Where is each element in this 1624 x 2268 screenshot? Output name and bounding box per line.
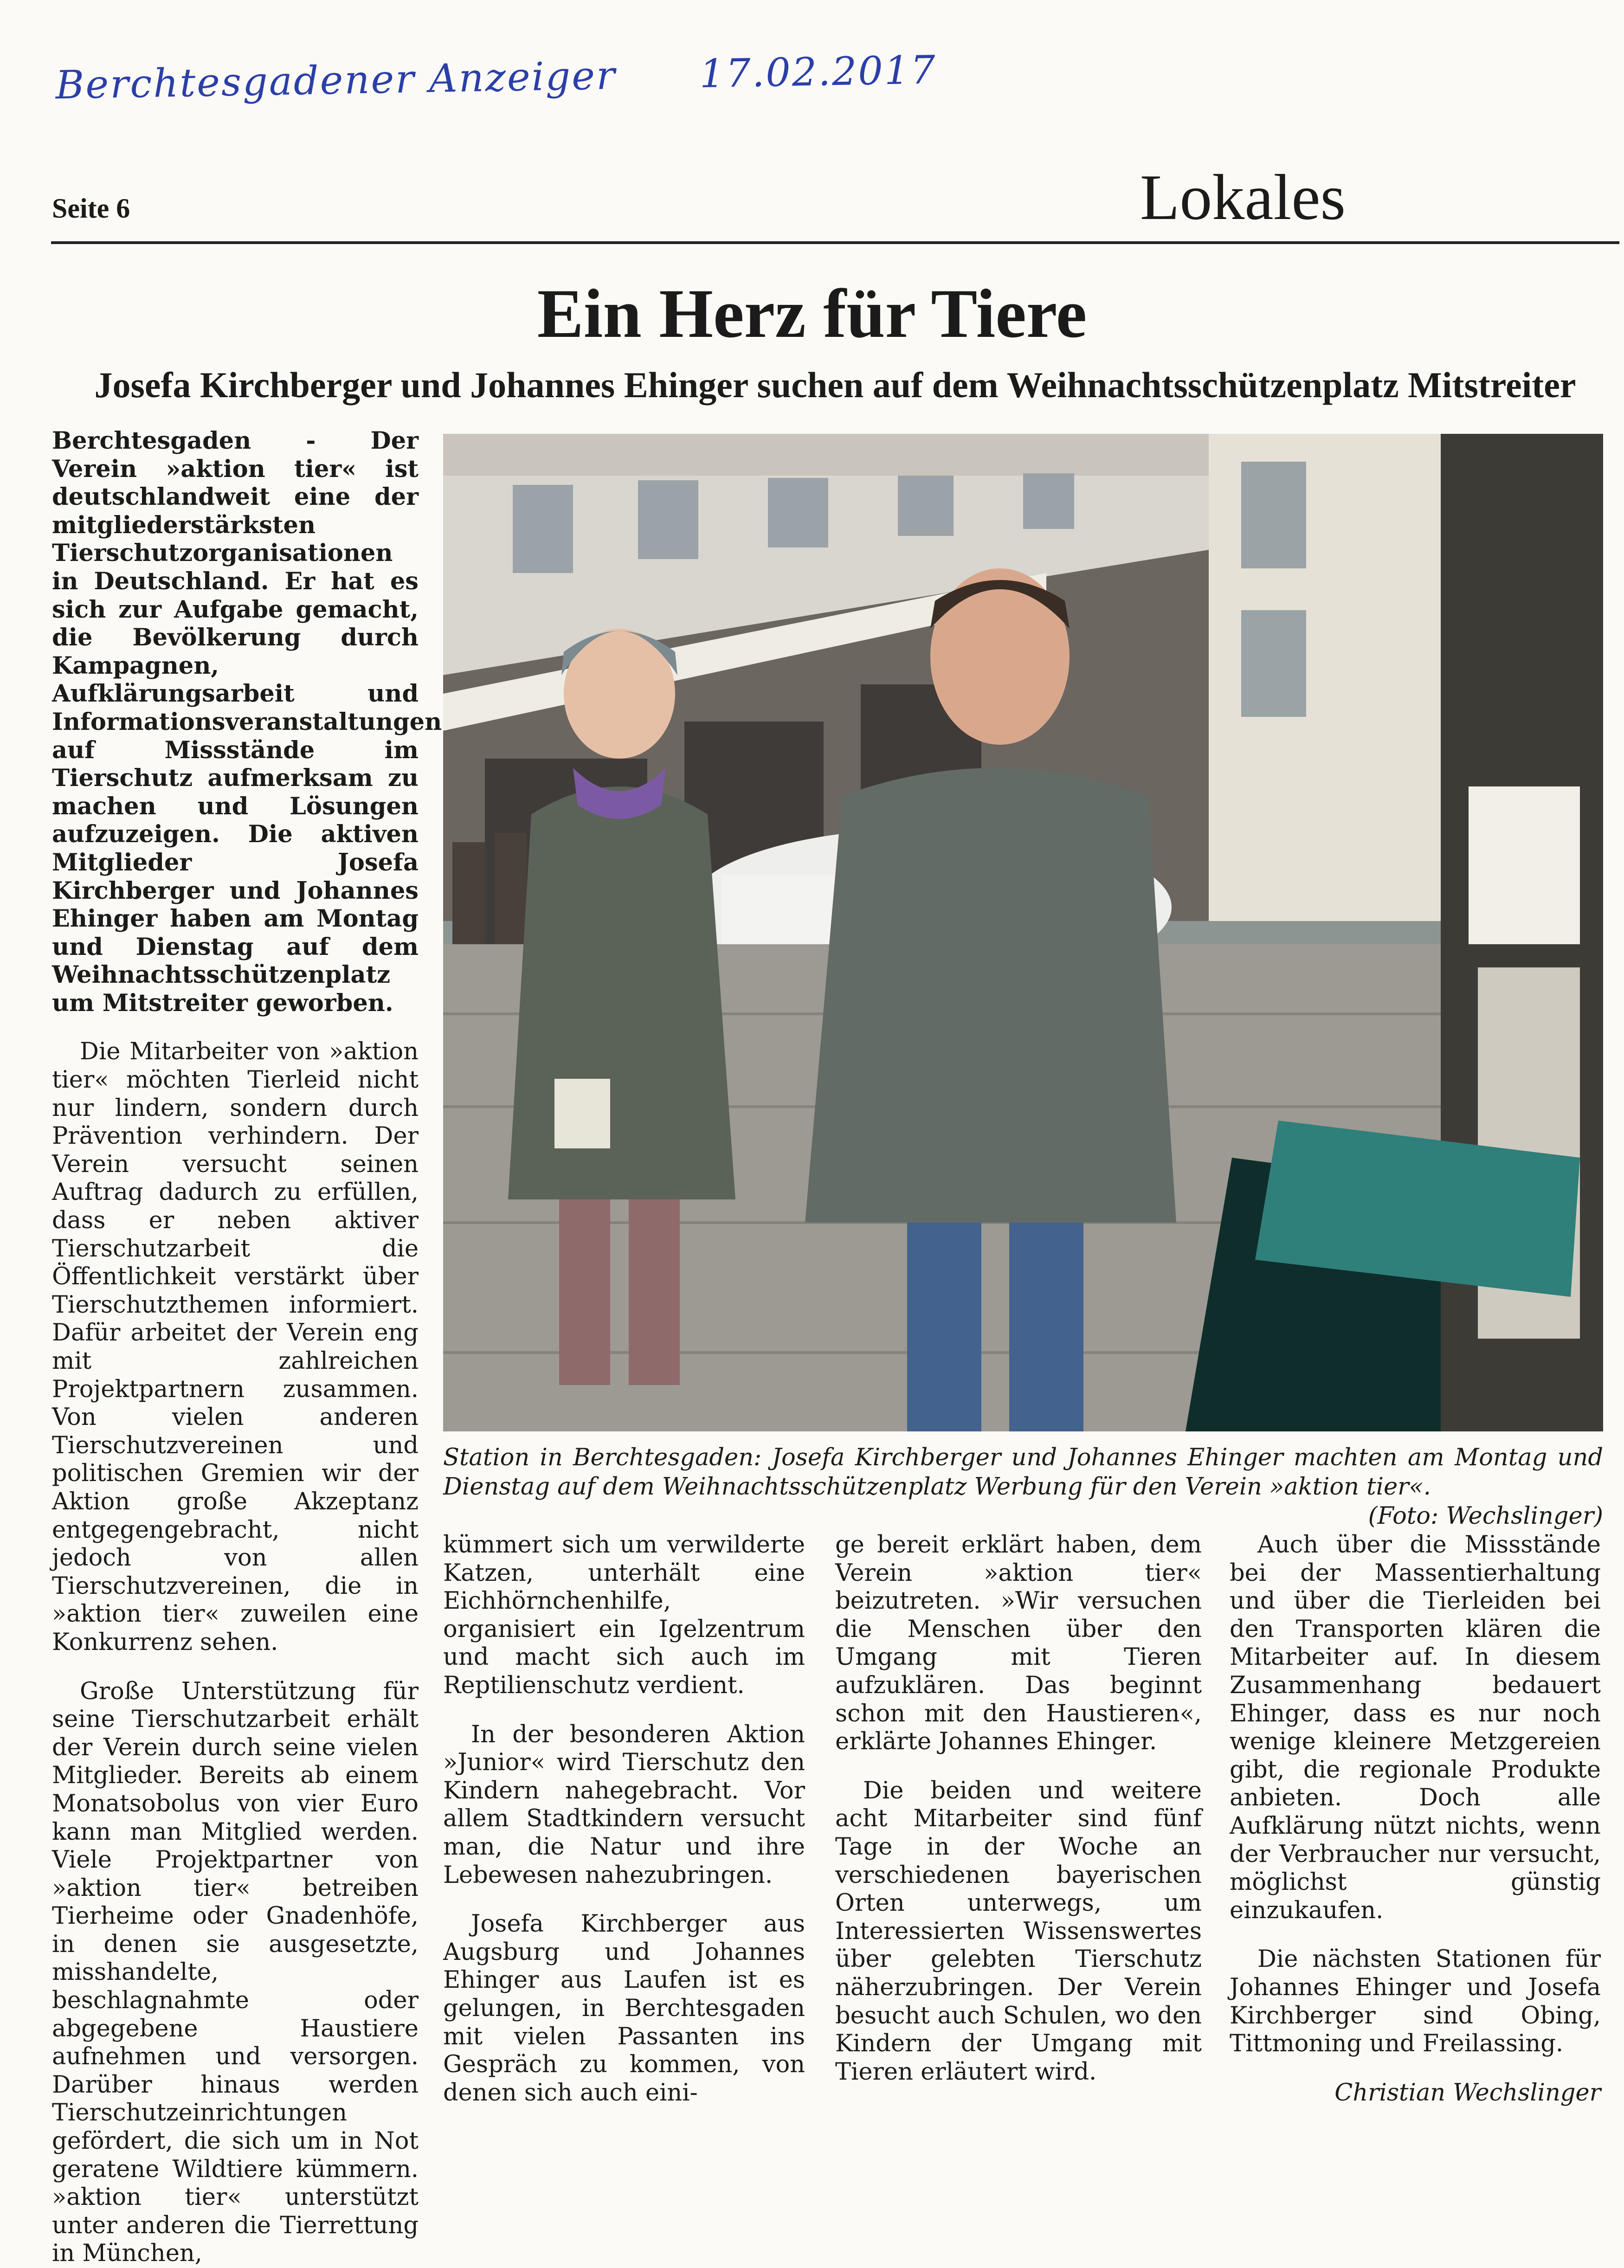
section-title: Lokales bbox=[1140, 161, 1346, 233]
article-photo bbox=[443, 434, 1603, 1431]
article-paragraph: Die Mitarbeiter von »aktion tier« möchten Tierleid nicht nur lindern, sondern durch Prävention verhindern. Der Verein versucht seinen Auftrag dadurch zu erfüllen, dass er neben aktiver Tierschutzarbeit die Öffentlichkeit verstärkt über Tierschutzthemen informiert. Dafür arbeitet der Verein eng mit zahlreichen Projektpartnern zusammen. Von vielen anderen Tierschutzvereinen und politischen Gremien wir der Aktion große Akzeptanz entgegengebracht, nicht jedoch von allen Tierschutzvereinen, die in »aktion tier« zuweilen eine Konkurrenz sehen. bbox=[52, 1038, 419, 1656]
article-paragraph: Große Unterstützung für seine Tierschutzarbeit erhält der Verein durch seine vielen Mitglieder. Bereits ab einem Monatsobolus von vier Euro kann man Mitglied werden. Viele Projektpartner von »aktion tier« betreiben Tierheime oder Gnadenhöfe, in denen sie ausgesetzte, misshandelte, beschlagnahmte oder abgegebene Haustiere aufnehmen und versorgen. Darüber hinaus werden Tierschutzeinrichtungen gefördert, die sich um in Not geratene Wildtiere kümmern. »aktion tier« unterstützt unter anderen die Tierrettung in München, bbox=[52, 1677, 419, 2268]
article-paragraph: ge bereit erklärt haben, dem Verein »aktion tier« beizutreten. »Wir versuchen die Menschen über den Umgang mit Tieren aufzuklären. Das beginnt schon mit den Haustieren«, erklärte Johannes Ehinger. bbox=[835, 1531, 1202, 1756]
article-paragraph: kümmert sich um verwilderte Katzen, unterhält eine Eichhörnchenhilfe, organisiert ein Igelzentrum und macht sich auch im Reptilienschutz verdient. bbox=[443, 1531, 805, 1699]
article-paragraph: Josefa Kirchberger aus Augsburg und Johannes Ehinger aus Laufen ist es gelungen, in Berchtesgaden mit vielen Passanten ins Gespräch zu kommen, von denen sich auch eini- bbox=[443, 1910, 805, 2107]
clipping-source: Berchtesgadener Anzeiger bbox=[55, 52, 617, 108]
clipping-handwritten-note bbox=[55, 47, 937, 132]
article-column-d bbox=[1230, 1531, 1601, 2111]
clipping-date: 17.02.2017 bbox=[699, 47, 937, 97]
article-subheadline: Josefa Kirchberger und Johannes Ehinger suchen auf dem Weihnachtsschützenplatz Mitstreiter bbox=[94, 365, 1576, 405]
article-column-left bbox=[52, 427, 442, 2268]
photo-caption bbox=[443, 1443, 1603, 1531]
article-author: Christian Wechslinger bbox=[1334, 2079, 1601, 2107]
header-rule bbox=[51, 241, 1619, 244]
article-headline: Ein Herz für Tiere bbox=[537, 275, 1087, 352]
article-paragraph: In der besonderen Aktion »Junior« wird Tierschutz den Kindern nahegebracht. Vor allem Stadtkindern versucht man, die Natur und ihre Lebewesen nahezubringen. bbox=[443, 1720, 805, 1889]
article-paragraph: Auch über die Missstände bei der Massentierhaltung und über die Tierleiden bei den Transporten klären die Mitarbeiter auf. In diesem Zusammenhang bedauert Ehinger, dass es nur noch wenige kleinere Metzgereien gibt, die regionale Produkte anbieten. Doch alle Aufklärung nützt nichts, wenn der Verbraucher nur versucht, möglichst günstig einzukaufen. bbox=[1230, 1531, 1601, 1924]
caption-text: Station in Berchtesgaden: Josefa Kirchberger und Johannes Ehinger machten am Montag und Dienstag auf dem Weihnachtsschützenplatz Werbung für den Verein »aktion tier«. bbox=[443, 1444, 1603, 1501]
article-paragraph: Die beiden und weitere acht Mitarbeiter sind fünf Tage in der Woche an verschiedenen bayerischen Orten unterwegs, um Interessierten Wissenswertes über gelebten Tierschutz näherzubringen. Der Verein besucht auch Schulen, wo den Kindern der Umgang mit Tieren erläutert wird. bbox=[835, 1777, 1202, 2086]
article-paragraph: Die nächsten Stationen für Johannes Ehinger und Josefa Kirchberger sind Obing, Tittmoning und Freilassing. bbox=[1230, 1946, 1601, 2058]
article-column-b bbox=[443, 1531, 805, 2111]
page-number: Seite 6 bbox=[52, 193, 130, 224]
article-lead: Berchtesgaden - Der Verein »aktion tier« ist deutschlandweit eine der mitgliederstärksten Tierschutzorganisationen in Deutschland. Er hat es sich zur Aufgabe gemacht, die Bevölkerung durch Kampagnen, Aufklärungsarbeit und Informationsveranstaltungen auf Missstände im Tierschutz aufmerksam zu machen und Lösungen aufzuzeigen. Die aktiven Mitglieder Josefa Kirchberger und Johannes Ehinger haben am Montag und Dienstag auf dem Weihnachtsschützenplatz um Mitstreiter geworben. bbox=[52, 427, 442, 1017]
photo-credit: (Foto: Wechslinger) bbox=[1368, 1502, 1603, 1530]
article-column-c bbox=[835, 1531, 1202, 2111]
